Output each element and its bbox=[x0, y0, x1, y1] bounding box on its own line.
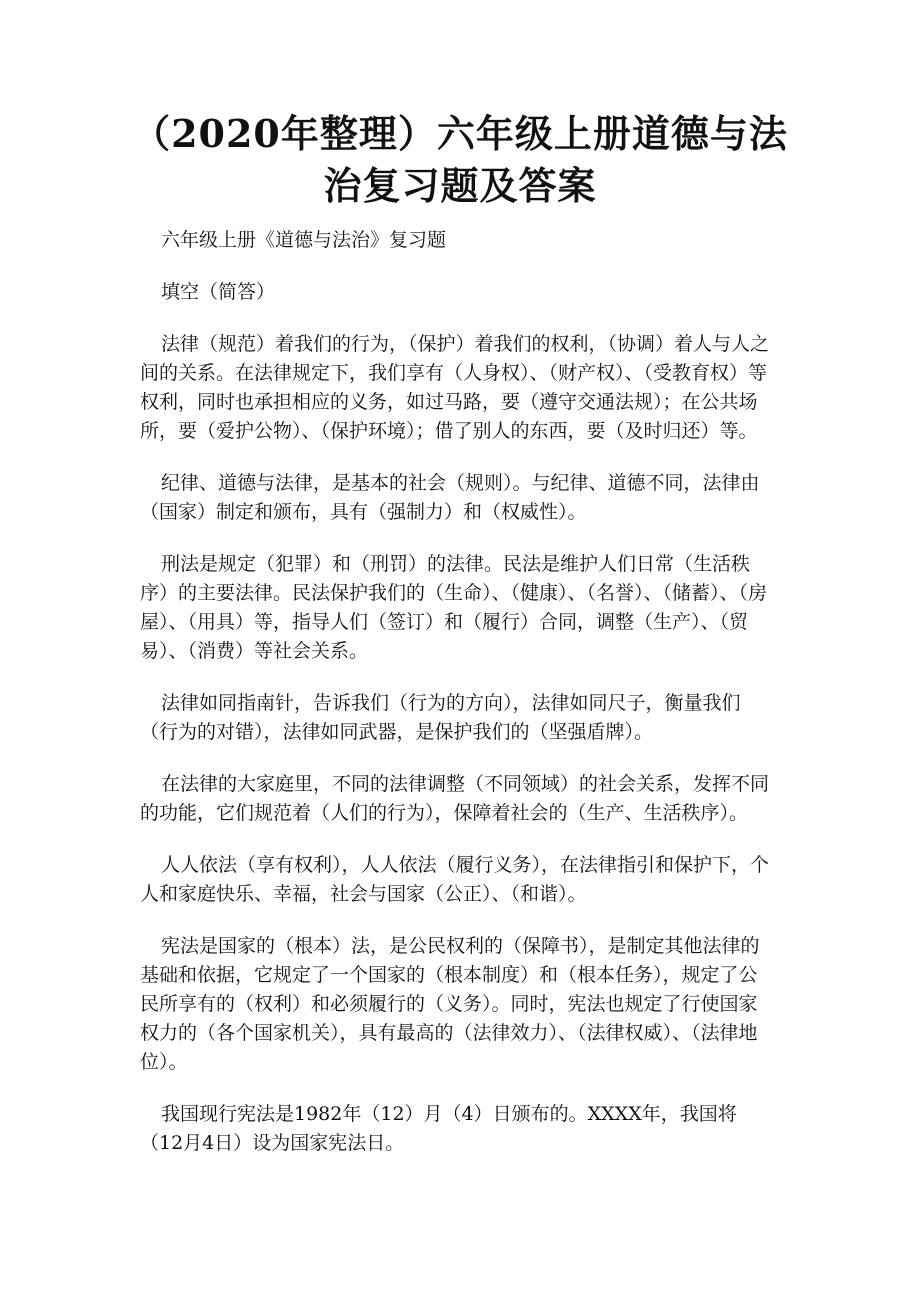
title-line-1: （2020年整理）六年级上册道德与法 bbox=[132, 111, 788, 156]
body-paragraph: 在法律的大家庭里，不同的法律调整（不同领域）的社会关系，发挥不同的功能，它们规范着（人们的行为），保障着社会的（生产、生活秩序）。 bbox=[140, 773, 770, 824]
body-paragraph: 法律（规范）着我们的行为，（保护）着我们的权利，（协调）着人与人之间的关系。在法律规定下，我们享有（人身权）、（财产权）、（受教育权）等权利，同时也承担相应的义务，如过马路，要（遵守交通法规）；在公共场所，要（爱护公物）、（保护环境）；借了别人的东西，要（及时归还）等。 bbox=[140, 333, 770, 442]
section-heading: 填空（简答） bbox=[161, 281, 276, 303]
subtitle-paragraph: 六年级上册《道德与法治》复习题 bbox=[161, 229, 447, 251]
body-paragraph: 刑法是规定（犯罪）和（刑罚）的法律。民法是维护人们日常（生活秩序）的主要法律。民法保护我们的（生命）、（健康）、（名誉）、（储蓄）、（房屋）、（用具）等，指导人们（签订）和（履行）合同，调整（生产）、（贸易）、（消费）等社会关系。 bbox=[140, 553, 768, 662]
body-paragraph: 宪法是国家的（根本）法，是公民权利的（保障书），是制定其他法律的基础和依据，它规定了一个国家的（根本制度）和（根本任务），规定了公民所享有的（权利）和必须履行的（义务）。同时，宪法也规定了行使国家权力的（各个国家机关），具有最高的（法律效力）、（法律权威）、（法律地位）。 bbox=[140, 935, 760, 1073]
body-paragraph: 纪律、道德与法律，是基本的社会（规则）。与纪律、道德不同，法律由（国家）制定和颁布，具有（强制力）和（权威性）。 bbox=[140, 472, 760, 523]
body-paragraph: 法律如同指南针，告诉我们（行为的方向），法律如同尺子，衡量我们（行为的对错），法律如同武器，是保护我们的（坚强盾牌）。 bbox=[140, 692, 741, 743]
document-title bbox=[120, 108, 800, 212]
document-body bbox=[140, 226, 770, 1181]
body-paragraph: 我国现行宪法是1982年（12）月（4）日颁布的。XXXX年，我国将（12月4日）设为国家宪法日。 bbox=[140, 1103, 737, 1154]
body-paragraph: 人人依法（享有权利），人人依法（履行义务），在法律指引和保护下，个人和家庭快乐、幸福，社会与国家（公正）、（和谐）。 bbox=[140, 854, 770, 905]
title-line-2: 治复习题及答案 bbox=[323, 163, 597, 208]
